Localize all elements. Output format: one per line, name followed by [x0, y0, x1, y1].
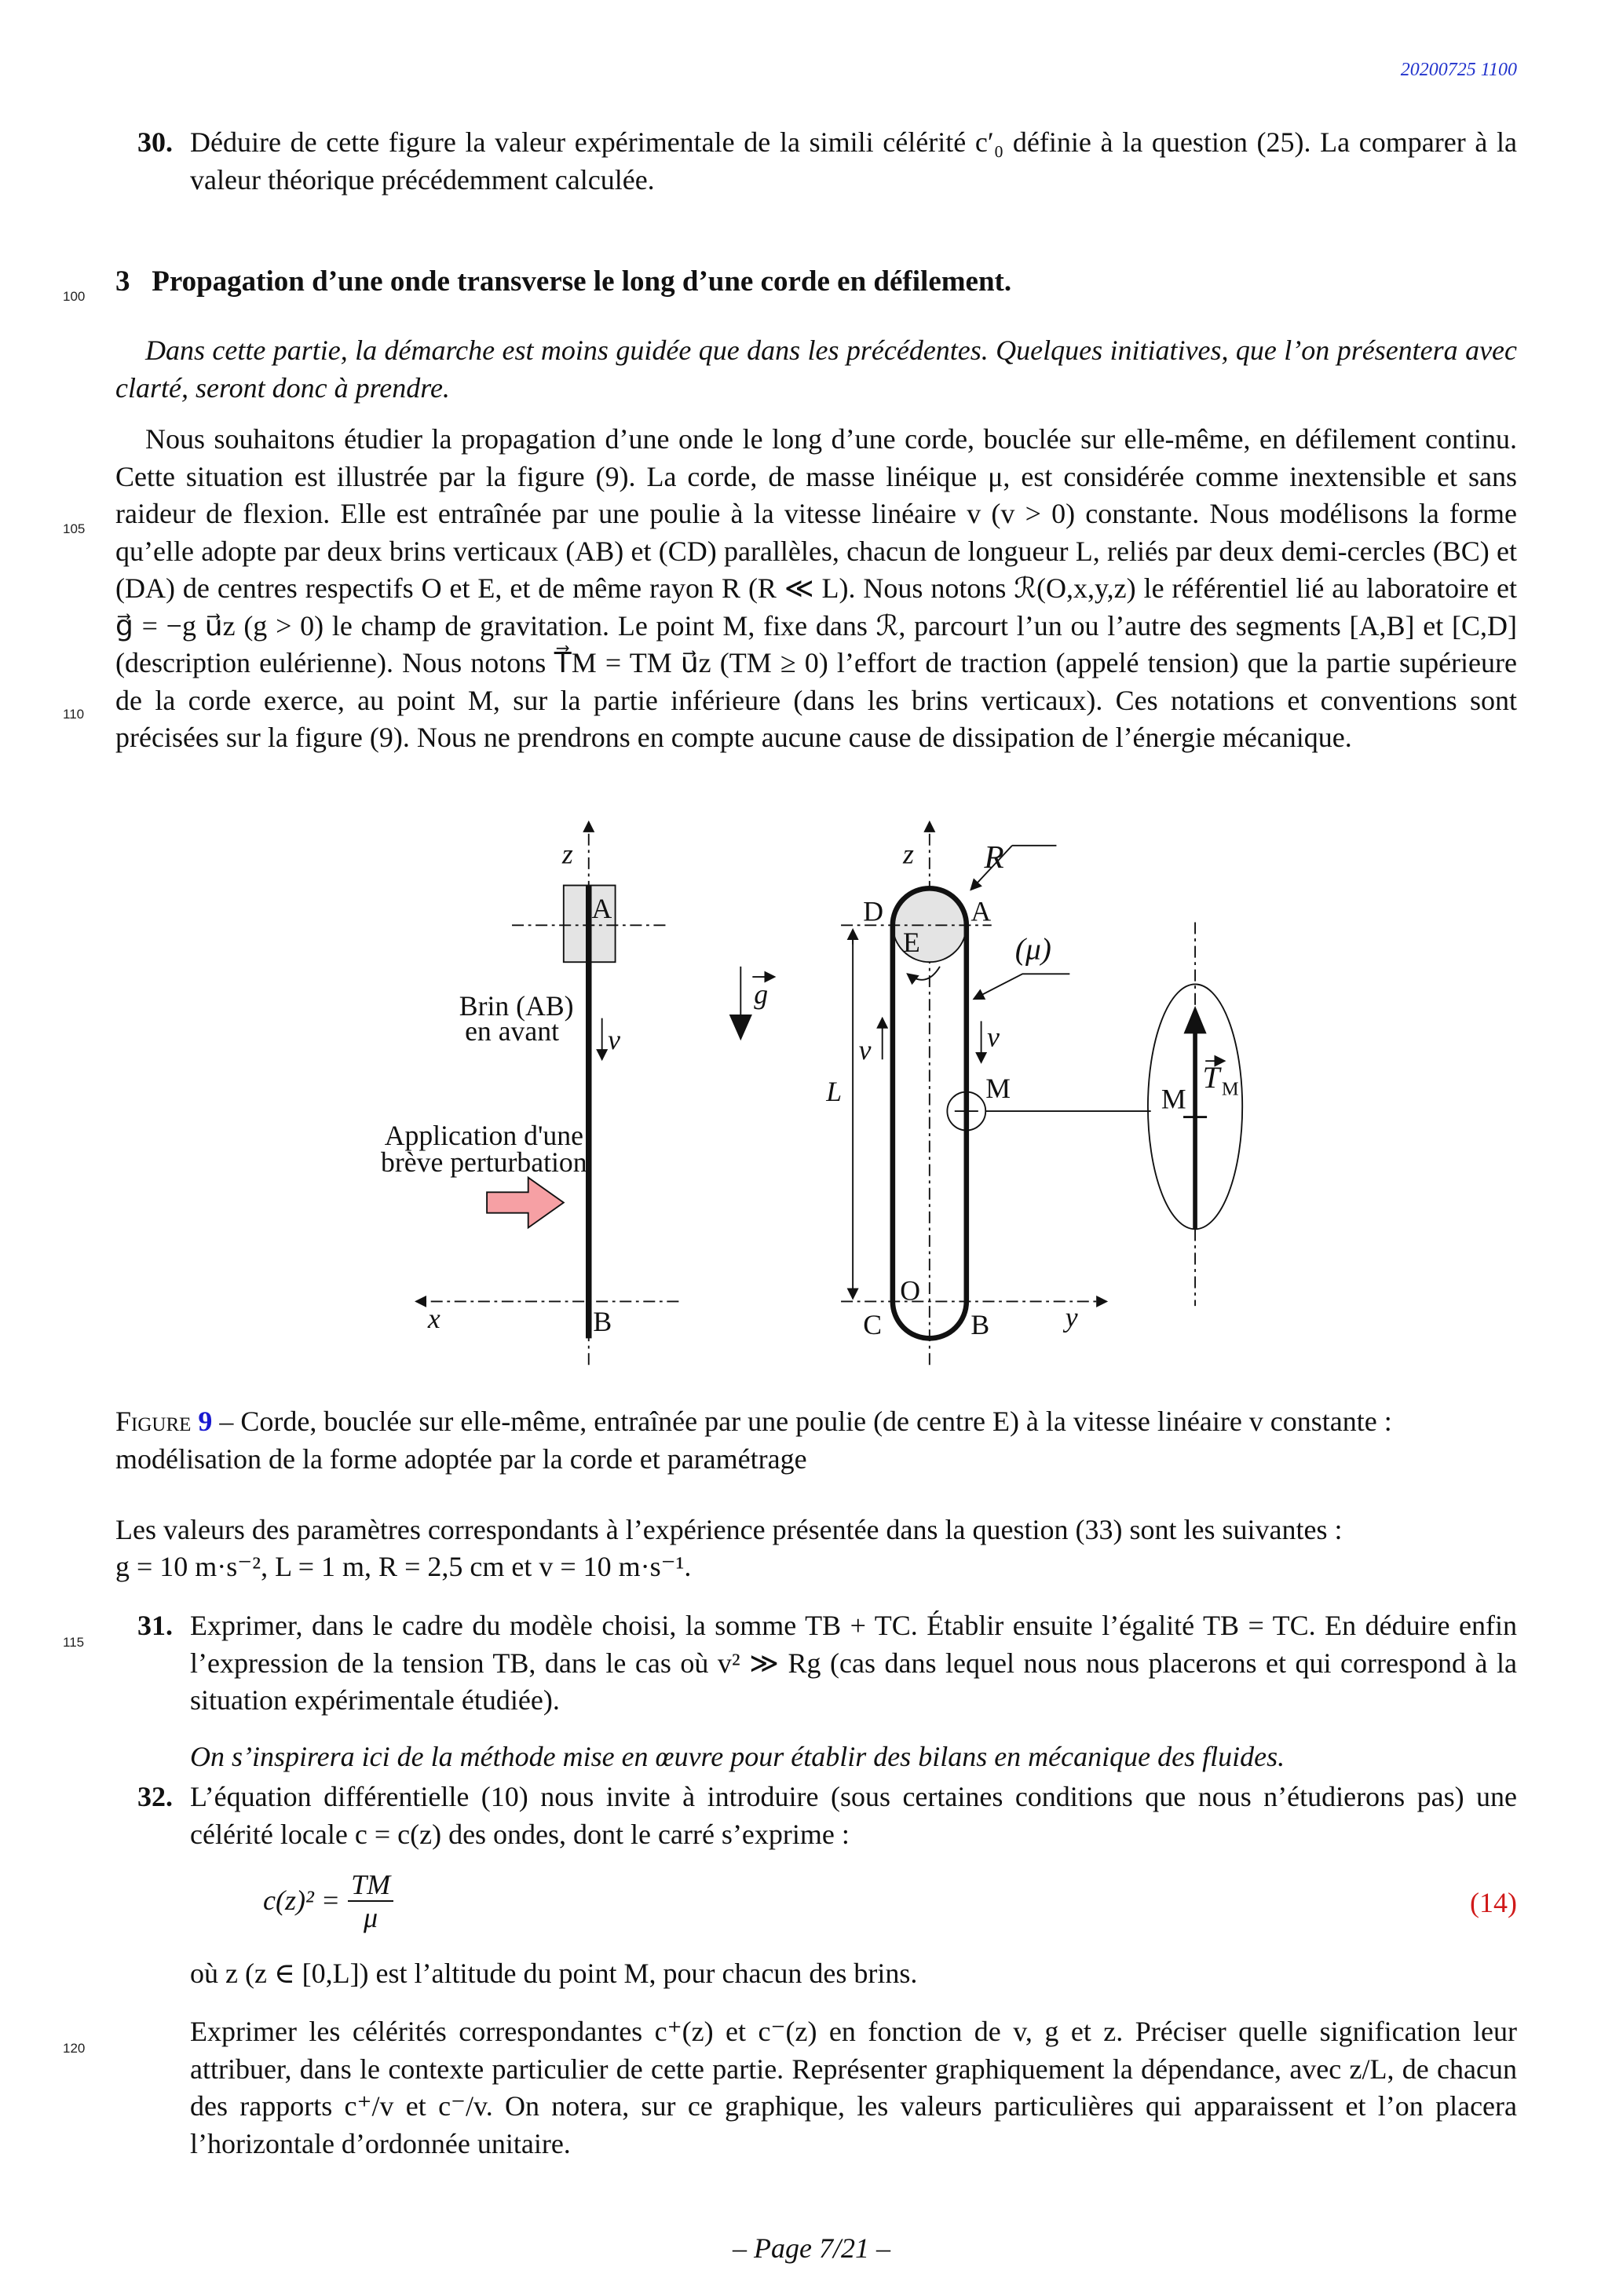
- page-number: – Page 7/21 –: [733, 2232, 890, 2264]
- label-g: g: [754, 978, 769, 1010]
- label-x: x: [427, 1303, 440, 1335]
- line-number: 115: [63, 1635, 85, 1650]
- caption-prefix: Figure: [115, 1406, 192, 1437]
- equation-numerator: TM: [348, 1869, 393, 1902]
- question-32-text: L’équation différentielle (10) nous invite à introduire (sous certaines conditions que nous n’étudierons pas) une célérité locale c = c(z) des ondes, dont le carré s’exprime :: [190, 1781, 1517, 1850]
- question-32-instructions: Exprimer les célérités correspondantes c⁺(z) et c⁻(z) en fonction de v, g et z. Préciser quelle signification leur attribuer, dans le contexte particulier de cette partie. Représenter graphiquement la dépendance, avec z/L, de chacun des rapports c⁺/v et c⁻/v. On notera, sur ce graphique, les valeurs particulières qui apparaissent et l’on placera l’horizontale d’ordonnée unitaire.: [190, 2016, 1517, 2159]
- question-number: 30.: [137, 126, 173, 158]
- equation-lhs: c(z)² =: [263, 1885, 341, 1917]
- line-number: 105: [63, 521, 86, 536]
- tension-arrow: [1185, 1007, 1205, 1033]
- line-number: 100: [63, 289, 86, 304]
- parameters-values: g = 10 m·s⁻², L = 1 m, R = 2,5 cm et v = 10 m·s⁻¹.: [115, 1551, 692, 1582]
- equation-denominator: μ: [364, 1902, 378, 1933]
- label-z: z: [903, 838, 914, 870]
- label-D: D: [863, 895, 884, 927]
- label-B: B: [593, 1306, 612, 1338]
- label-M-detail: M: [1161, 1083, 1186, 1115]
- label-v-up: v: [858, 1034, 872, 1066]
- perturbation-arrow: [487, 1178, 564, 1228]
- line-number: 110: [63, 707, 85, 722]
- intro-paragraph: Dans cette partie, la démarche est moins guidée que dans les précédentes. Quelques initiatives, que l’on présentera avec clarté, seront donc à prendre.: [115, 335, 1517, 404]
- parameters-intro: Les valeurs des paramètres correspondants à l’expérience présentée dans la question (33) sont les suivantes :: [115, 1514, 1343, 1545]
- label-R: R: [984, 838, 1004, 875]
- label-M: M: [985, 1073, 1011, 1105]
- main-paragraph: Nous souhaitons étudier la propagation d’une onde le long d’une corde, bouclée sur elle-même, en défilement continu. Cette situation est illustrée par la figure (9). La corde, de masse linéique μ, est considérée comme inextensible et sans raideur de flexion. Elle est entraînée par une poulie à la vitesse linéaire v (v > 0) constante. Nous modélisons la forme qu’elle adopte par deux brins verticaux (AB) et (CD) parallèles, chacun de longueur L, reliés par deux demi-cercles (BC) et (DA) de centres respectifs O et E, et de même rayon R (R ≪ L). Nous notons ℛ(O,x,y,z) le référentiel lié au laboratoire et g⃗ = −g u⃗z (g > 0) le champ de gravitation. Le point M, fixe dans ℛ, parcourt l’un ou l’autre des segments [A,B] et [C,D] (description eulérienne). Nous notons T⃗M = TM u⃗z (TM ≥ 0) l’effort de traction (appelé tension) que la partie supérieure de la corde exerce, au point M, sur la partie inférieure (dans les brins verticaux). Ces notations et conventions sont précisées sur la figure (9). Nous ne prendrons en compte aucune cause de dissipation de l’énergie mécanique.: [115, 423, 1517, 753]
- label-application: Application d'une: [384, 1120, 583, 1152]
- label-en-avant: en avant: [465, 1015, 559, 1047]
- label-C: C: [863, 1308, 883, 1340]
- equation-label: (14): [1470, 1887, 1517, 1918]
- caption-text: – Corde, bouclée sur elle-même, entraînée par une poulie (de centre E) à la vitesse linéaire v constante : modélisation de la forme adoptée par la corde et paramétrage: [115, 1406, 1392, 1475]
- section-title: Propagation d’une onde transverse le long d’une corde en défilement.: [152, 265, 1012, 298]
- label-mu: (μ): [1014, 931, 1051, 967]
- hint-text: On s’inspirera ici de la méthode mise en œuvre pour établir des bilans en mécanique des fluides.: [190, 1741, 1285, 1772]
- label-T: T: [1202, 1059, 1220, 1095]
- label-v-down: v: [987, 1021, 1000, 1053]
- label-v: v: [608, 1024, 621, 1056]
- label-E: E: [903, 927, 920, 959]
- document-reference: 20200725 1100: [1400, 60, 1517, 80]
- label-T-sub: M: [1221, 1078, 1239, 1100]
- figure-caption: [115, 1403, 1517, 1478]
- section-number: 3: [115, 265, 130, 298]
- label-L: L: [826, 1075, 843, 1107]
- question-number: 31.: [137, 1610, 173, 1641]
- gravity-arrow: [730, 1015, 751, 1039]
- label-perturbation: brève perturbation: [381, 1146, 587, 1179]
- question-31-text: Exprimer, dans le cadre du modèle choisi, la somme TB + TC. Établir ensuite l’égalité TB = TC. En déduire enfin l’expression de la tension TB, dans le cas où v² ≫ Rg (cas dans lequel nous nous placerons et qui correspond à la situation expérimentale étudiée).: [190, 1610, 1517, 1716]
- question-number: 32.: [137, 1781, 173, 1812]
- equation-14: [263, 1869, 393, 1933]
- label-B: B: [971, 1308, 990, 1340]
- caption-number: 9: [198, 1406, 213, 1437]
- question-30-text: Déduire de cette figure la valeur expérimentale de la simili célérité c′₀ définie à la question (25). La comparer à la valeur théorique précédemment calculée.: [190, 126, 1517, 196]
- where-text: où z (z ∈ [0,L]) est l’altitude du point M, pour chacun des brins.: [190, 1958, 918, 1989]
- label-z: z: [561, 838, 573, 870]
- label-A: A: [971, 895, 992, 927]
- label-A: A: [591, 892, 612, 924]
- line-number: 120: [63, 2041, 86, 2056]
- label-O: O: [900, 1274, 921, 1307]
- label-brin: Brin (AB): [459, 989, 574, 1022]
- label-y: y: [1065, 1301, 1078, 1333]
